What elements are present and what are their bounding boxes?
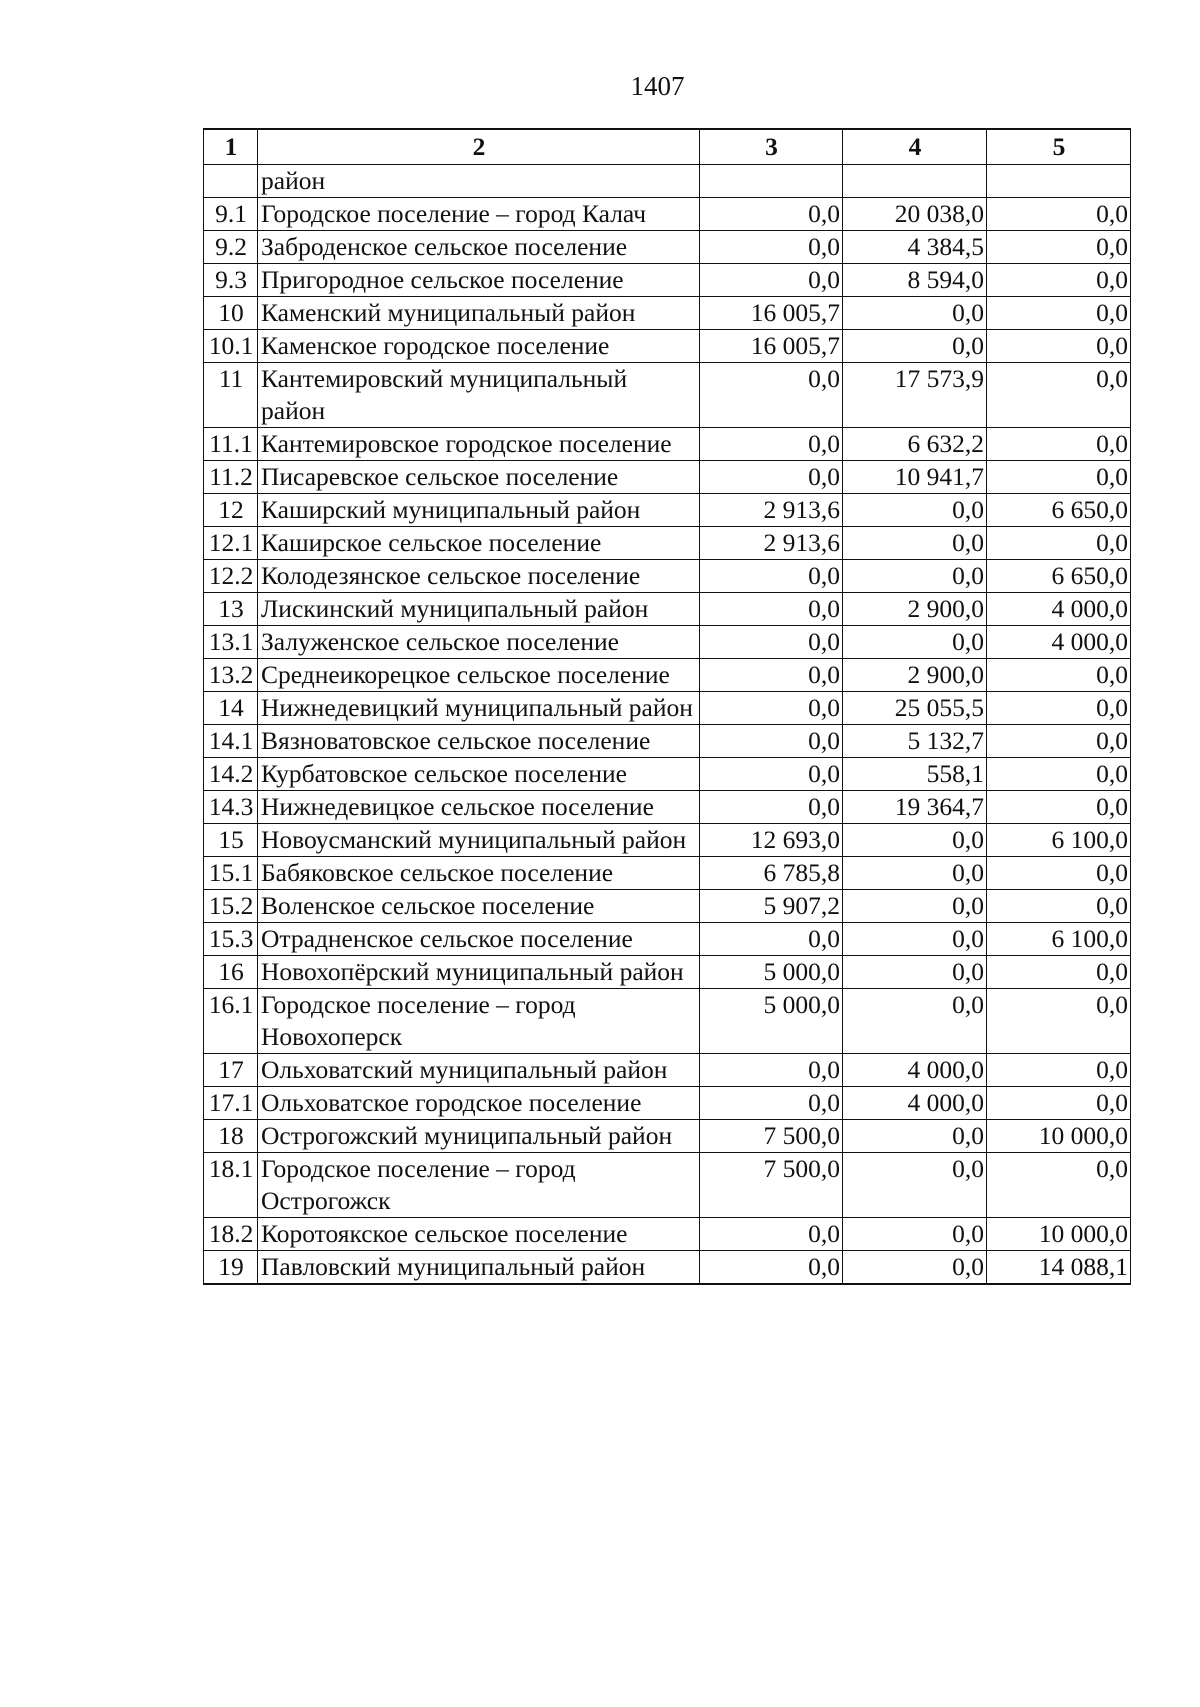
column-header-4: 4 bbox=[843, 129, 987, 165]
row-value-col5-cell: 0,0 bbox=[987, 989, 1131, 1054]
row-value-col4-cell: 0,0 bbox=[843, 824, 987, 857]
row-number-cell: 12.2 bbox=[204, 560, 258, 593]
row-value-col5-cell: 6 100,0 bbox=[987, 824, 1131, 857]
table-row bbox=[204, 956, 1131, 989]
row-value-col5-cell: 0,0 bbox=[987, 725, 1131, 758]
row-name-cell: Воленское сельское поселение bbox=[258, 890, 700, 923]
row-value-col3-cell: 0,0 bbox=[700, 758, 843, 791]
row-name-cell: Залуженское сельское поселение bbox=[258, 626, 700, 659]
row-name-cell: Новохопёрский муниципальный район bbox=[258, 956, 700, 989]
row-value-col5-cell: 10 000,0 bbox=[987, 1120, 1131, 1153]
row-value-col5-cell: 0,0 bbox=[987, 956, 1131, 989]
row-value-col5-cell: 0,0 bbox=[987, 1087, 1131, 1120]
row-number-cell: 9.1 bbox=[204, 198, 258, 231]
row-value-col4-cell: 0,0 bbox=[843, 297, 987, 330]
table-row bbox=[204, 791, 1131, 824]
row-value-col3-cell: 0,0 bbox=[700, 560, 843, 593]
table-row bbox=[204, 363, 1131, 428]
row-number-cell: 18.2 bbox=[204, 1218, 258, 1251]
row-value-col4-cell: 0,0 bbox=[843, 330, 987, 363]
row-value-col5-cell: 0,0 bbox=[987, 758, 1131, 791]
row-name-cell: Вязноватовское сельское поселение bbox=[258, 725, 700, 758]
row-number-cell: 16.1 bbox=[204, 989, 258, 1054]
table-row bbox=[204, 659, 1131, 692]
row-value-col3-cell: 0,0 bbox=[700, 593, 843, 626]
row-number-cell: 13.2 bbox=[204, 659, 258, 692]
table-row bbox=[204, 593, 1131, 626]
row-value-col5-cell: 0,0 bbox=[987, 527, 1131, 560]
table-row bbox=[204, 989, 1131, 1054]
row-value-col4-cell: 17 573,9 bbox=[843, 363, 987, 428]
row-name-cell: Среднеикорецкое сельское поселение bbox=[258, 659, 700, 692]
row-name-cell: Колодезянское сельское поселение bbox=[258, 560, 700, 593]
row-value-col4-cell: 20 038,0 bbox=[843, 198, 987, 231]
row-value-col5-cell: 0,0 bbox=[987, 330, 1131, 363]
row-value-col5-cell: 0,0 bbox=[987, 231, 1131, 264]
row-value-col3-cell: 0,0 bbox=[700, 692, 843, 725]
row-value-col3-cell: 0,0 bbox=[700, 1218, 843, 1251]
row-value-col3-cell: 0,0 bbox=[700, 461, 843, 494]
table-row bbox=[204, 857, 1131, 890]
row-value-col4-cell: 0,0 bbox=[843, 890, 987, 923]
row-value-col3-cell: 0,0 bbox=[700, 428, 843, 461]
row-value-col4-cell: 0,0 bbox=[843, 857, 987, 890]
table-row bbox=[204, 1087, 1131, 1120]
row-name-cell: Лискинский муниципальный район bbox=[258, 593, 700, 626]
table-row bbox=[204, 758, 1131, 791]
column-header-2: 2 bbox=[258, 129, 700, 165]
row-value-col4-cell: 0,0 bbox=[843, 923, 987, 956]
table-row bbox=[204, 560, 1131, 593]
row-value-col5-cell: 0,0 bbox=[987, 791, 1131, 824]
row-value-col4-cell: 4 000,0 bbox=[843, 1054, 987, 1087]
row-number-cell: 9.3 bbox=[204, 264, 258, 297]
column-header-1: 1 bbox=[204, 129, 258, 165]
table-row bbox=[204, 626, 1131, 659]
row-number-cell: 16 bbox=[204, 956, 258, 989]
row-number-cell: 12.1 bbox=[204, 527, 258, 560]
row-value-col5-cell: 10 000,0 bbox=[987, 1218, 1131, 1251]
row-name-cell: Острогожский муниципальный район bbox=[258, 1120, 700, 1153]
row-number-cell: 14.2 bbox=[204, 758, 258, 791]
row-value-col5-cell: 0,0 bbox=[987, 890, 1131, 923]
row-value-col3-cell: 0,0 bbox=[700, 791, 843, 824]
row-value-col3-cell: 0,0 bbox=[700, 725, 843, 758]
row-number-cell: 18 bbox=[204, 1120, 258, 1153]
table-row bbox=[204, 330, 1131, 363]
row-value-col4-cell: 19 364,7 bbox=[843, 791, 987, 824]
row-value-col4-cell: 0,0 bbox=[843, 1153, 987, 1218]
table-row bbox=[204, 1120, 1131, 1153]
row-value-col4-cell: 2 900,0 bbox=[843, 659, 987, 692]
row-value-col5-cell: 0,0 bbox=[987, 857, 1131, 890]
row-name-cell: Нижнедевицкое сельское поселение bbox=[258, 791, 700, 824]
row-name-cell: Заброденское сельское поселение bbox=[258, 231, 700, 264]
row-value-col3-cell: 5 907,2 bbox=[700, 890, 843, 923]
row-name-cell: Городское поселение – город Острогожск bbox=[258, 1153, 700, 1218]
row-value-col3-cell: 5 000,0 bbox=[700, 989, 843, 1054]
column-header-3: 3 bbox=[700, 129, 843, 165]
row-number-cell: 18.1 bbox=[204, 1153, 258, 1218]
row-value-col5-cell: 4 000,0 bbox=[987, 626, 1131, 659]
row-name-cell: Павловский муниципальный район bbox=[258, 1251, 700, 1285]
row-value-col4-cell: 10 941,7 bbox=[843, 461, 987, 494]
row-number-cell: 14.1 bbox=[204, 725, 258, 758]
row-number-cell: 11.2 bbox=[204, 461, 258, 494]
row-value-col4-cell: 6 632,2 bbox=[843, 428, 987, 461]
table-row bbox=[204, 264, 1131, 297]
row-value-col3-cell: 0,0 bbox=[700, 626, 843, 659]
row-value-col5-cell: 0,0 bbox=[987, 692, 1131, 725]
row-value-col4-cell: 0,0 bbox=[843, 1218, 987, 1251]
row-name-cell: Писаревское сельское поселение bbox=[258, 461, 700, 494]
table-header-row bbox=[204, 129, 1131, 165]
row-number-cell: 10.1 bbox=[204, 330, 258, 363]
row-value-col4-cell: 0,0 bbox=[843, 494, 987, 527]
row-name-cell: Каширское сельское поселение bbox=[258, 527, 700, 560]
row-name-cell: Новоусманский муниципальный район bbox=[258, 824, 700, 857]
row-value-col5-cell: 0,0 bbox=[987, 363, 1131, 428]
row-value-col5-cell: 6 650,0 bbox=[987, 560, 1131, 593]
row-name-cell: Нижнедевицкий муниципальный район bbox=[258, 692, 700, 725]
row-value-col3-cell: 0,0 bbox=[700, 659, 843, 692]
row-name-cell: Каширский муниципальный район bbox=[258, 494, 700, 527]
row-value-col3-cell: 7 500,0 bbox=[700, 1153, 843, 1218]
row-value-col4-cell: 558,1 bbox=[843, 758, 987, 791]
row-number-cell: 17 bbox=[204, 1054, 258, 1087]
row-number-cell: 9.2 bbox=[204, 231, 258, 264]
row-number-cell: 13 bbox=[204, 593, 258, 626]
row-value-col5-cell: 0,0 bbox=[987, 428, 1131, 461]
row-number-cell: 11.1 bbox=[204, 428, 258, 461]
row-value-col3-cell: 7 500,0 bbox=[700, 1120, 843, 1153]
row-number-cell bbox=[204, 165, 258, 198]
row-value-col4-cell: 0,0 bbox=[843, 560, 987, 593]
row-value-col5-cell bbox=[987, 165, 1131, 198]
row-name-cell: Ольховатское городское поселение bbox=[258, 1087, 700, 1120]
table-row bbox=[204, 824, 1131, 857]
table-row bbox=[204, 923, 1131, 956]
row-value-col5-cell: 6 650,0 bbox=[987, 494, 1131, 527]
row-value-col3-cell: 0,0 bbox=[700, 363, 843, 428]
row-value-col4-cell: 5 132,7 bbox=[843, 725, 987, 758]
row-value-col4-cell bbox=[843, 165, 987, 198]
row-value-col4-cell: 25 055,5 bbox=[843, 692, 987, 725]
table-row bbox=[204, 461, 1131, 494]
table-row bbox=[204, 494, 1131, 527]
row-value-col3-cell bbox=[700, 165, 843, 198]
row-number-cell: 13.1 bbox=[204, 626, 258, 659]
row-value-col5-cell: 0,0 bbox=[987, 1054, 1131, 1087]
row-value-col4-cell: 2 900,0 bbox=[843, 593, 987, 626]
row-value-col5-cell: 0,0 bbox=[987, 297, 1131, 330]
budget-table bbox=[203, 128, 1131, 1285]
row-number-cell: 19 bbox=[204, 1251, 258, 1285]
row-value-col3-cell: 0,0 bbox=[700, 231, 843, 264]
row-value-col4-cell: 0,0 bbox=[843, 1251, 987, 1285]
row-value-col4-cell: 8 594,0 bbox=[843, 264, 987, 297]
table-row bbox=[204, 1251, 1131, 1285]
row-name-cell: Ольховатский муниципальный район bbox=[258, 1054, 700, 1087]
table-row bbox=[204, 165, 1131, 198]
row-value-col3-cell: 0,0 bbox=[700, 264, 843, 297]
table-row bbox=[204, 198, 1131, 231]
row-number-cell: 10 bbox=[204, 297, 258, 330]
row-name-cell: Пригородное сельское поселение bbox=[258, 264, 700, 297]
row-value-col4-cell: 0,0 bbox=[843, 956, 987, 989]
table-row bbox=[204, 1054, 1131, 1087]
table-row bbox=[204, 725, 1131, 758]
row-value-col3-cell: 0,0 bbox=[700, 923, 843, 956]
row-value-col3-cell: 2 913,6 bbox=[700, 527, 843, 560]
row-value-col4-cell: 0,0 bbox=[843, 527, 987, 560]
row-value-col5-cell: 14 088,1 bbox=[987, 1251, 1131, 1285]
row-value-col3-cell: 0,0 bbox=[700, 1251, 843, 1285]
row-name-cell: Отрадненское сельское поселение bbox=[258, 923, 700, 956]
row-value-col5-cell: 4 000,0 bbox=[987, 593, 1131, 626]
row-name-cell: Кантемировское городское поселение bbox=[258, 428, 700, 461]
table-row bbox=[204, 890, 1131, 923]
row-number-cell: 17.1 bbox=[204, 1087, 258, 1120]
row-name-cell: Каменский муниципальный район bbox=[258, 297, 700, 330]
column-header-5: 5 bbox=[987, 129, 1131, 165]
row-name-cell: Каменское городское поселение bbox=[258, 330, 700, 363]
row-number-cell: 15.2 bbox=[204, 890, 258, 923]
row-value-col4-cell: 0,0 bbox=[843, 989, 987, 1054]
table-row bbox=[204, 297, 1131, 330]
table-row bbox=[204, 692, 1131, 725]
row-number-cell: 15.1 bbox=[204, 857, 258, 890]
row-number-cell: 14 bbox=[204, 692, 258, 725]
row-value-col4-cell: 4 000,0 bbox=[843, 1087, 987, 1120]
row-name-cell: район bbox=[258, 165, 700, 198]
row-value-col3-cell: 16 005,7 bbox=[700, 330, 843, 363]
row-value-col4-cell: 0,0 bbox=[843, 1120, 987, 1153]
row-value-col3-cell: 0,0 bbox=[700, 198, 843, 231]
row-value-col5-cell: 0,0 bbox=[987, 461, 1131, 494]
row-name-cell: Городское поселение – город Новохоперск bbox=[258, 989, 700, 1054]
row-number-cell: 14.3 bbox=[204, 791, 258, 824]
row-value-col4-cell: 4 384,5 bbox=[843, 231, 987, 264]
row-value-col3-cell: 16 005,7 bbox=[700, 297, 843, 330]
row-value-col5-cell: 0,0 bbox=[987, 659, 1131, 692]
row-value-col5-cell: 0,0 bbox=[987, 264, 1131, 297]
row-value-col5-cell: 0,0 bbox=[987, 1153, 1131, 1218]
row-number-cell: 15.3 bbox=[204, 923, 258, 956]
table-row bbox=[204, 1153, 1131, 1218]
table-row bbox=[204, 428, 1131, 461]
row-value-col3-cell: 2 913,6 bbox=[700, 494, 843, 527]
row-value-col4-cell: 0,0 bbox=[843, 626, 987, 659]
row-name-cell: Кантемировский муниципальный район bbox=[258, 363, 700, 428]
row-name-cell: Бабяковское сельское поселение bbox=[258, 857, 700, 890]
row-value-col3-cell: 6 785,8 bbox=[700, 857, 843, 890]
row-number-cell: 11 bbox=[204, 363, 258, 428]
row-name-cell: Коротоякское сельское поселение bbox=[258, 1218, 700, 1251]
row-name-cell: Городское поселение – город Калач bbox=[258, 198, 700, 231]
row-value-col3-cell: 0,0 bbox=[700, 1087, 843, 1120]
table-row bbox=[204, 527, 1131, 560]
table-row bbox=[204, 1218, 1131, 1251]
row-value-col3-cell: 12 693,0 bbox=[700, 824, 843, 857]
row-number-cell: 12 bbox=[204, 494, 258, 527]
row-value-col5-cell: 6 100,0 bbox=[987, 923, 1131, 956]
page-number: 1407 bbox=[630, 71, 685, 101]
row-number-cell: 15 bbox=[204, 824, 258, 857]
table-row bbox=[204, 231, 1131, 264]
row-value-col3-cell: 5 000,0 bbox=[700, 956, 843, 989]
table-body bbox=[204, 165, 1131, 1285]
row-value-col3-cell: 0,0 bbox=[700, 1054, 843, 1087]
row-name-cell: Курбатовское сельское поселение bbox=[258, 758, 700, 791]
row-value-col5-cell: 0,0 bbox=[987, 198, 1131, 231]
